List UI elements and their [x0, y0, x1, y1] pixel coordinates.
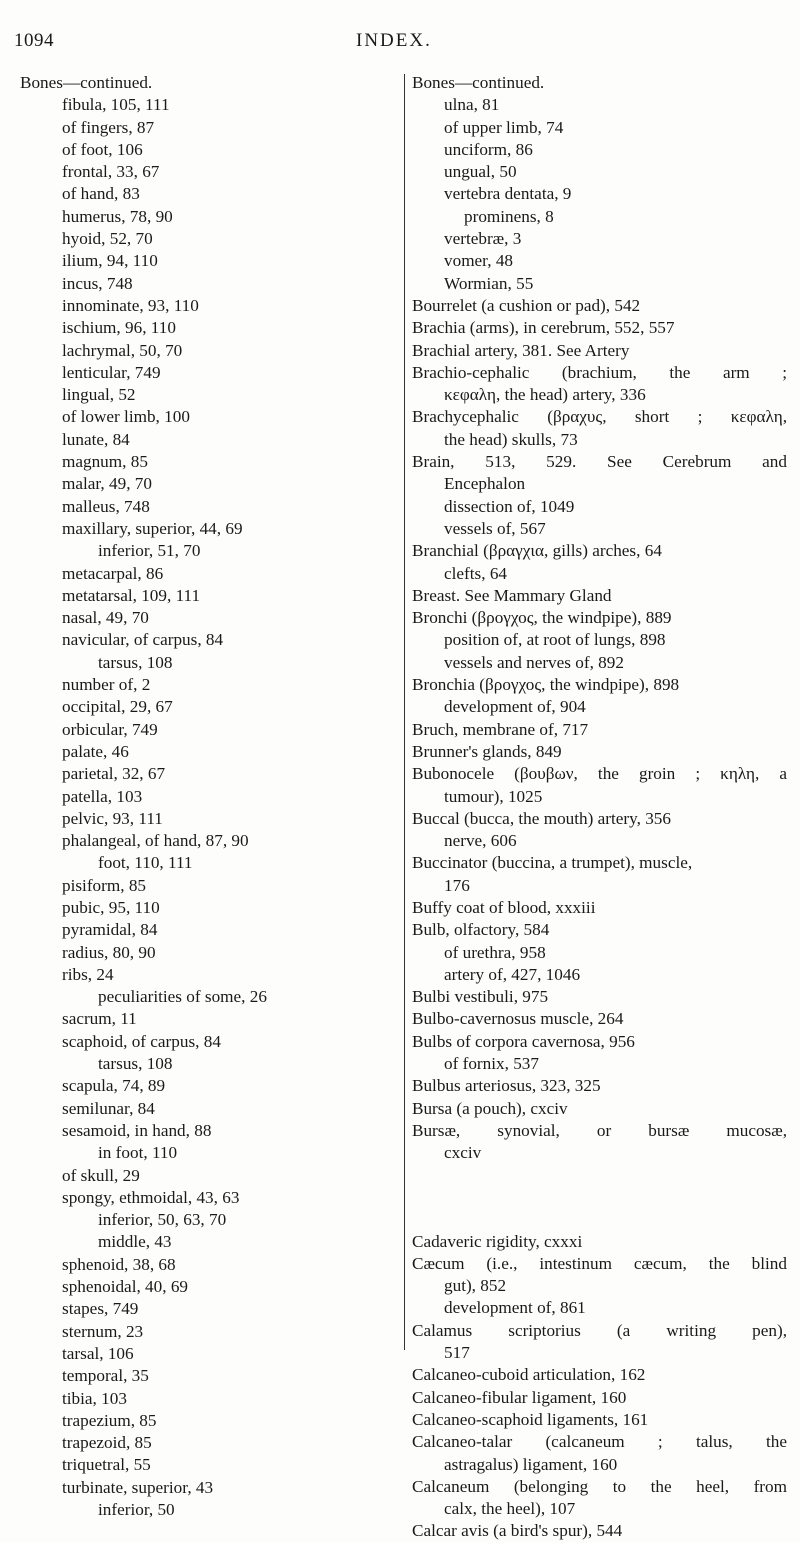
- index-heading-entry: Buffy coat of blood, xxxiii: [412, 897, 596, 917]
- index-subentry: vertebra dentata, 9: [444, 184, 572, 204]
- index-subentry: spongy, ethmoidal, 43, 63: [62, 1187, 240, 1207]
- index-subentry: lingual, 52: [62, 385, 136, 405]
- index-subentry: of urethra, 958: [444, 942, 546, 962]
- index-heading-entry: Buccinator (buccina, a trumpet), muscle,: [412, 853, 693, 873]
- index-heading-entry: Cæcum (i.e., intestinum cæcum, the blind: [412, 1253, 787, 1273]
- index-subentry: hyoid, 52, 70: [62, 229, 153, 249]
- index-heading-entry: Bruch, membrane of, 717: [412, 719, 589, 739]
- index-subentry: tumour), 1025: [444, 786, 543, 806]
- index-heading-entry: Brunner's glands, 849: [412, 741, 562, 761]
- index-subentry: occipital, 29, 67: [62, 697, 173, 717]
- index-subentry: pubic, 95, 110: [62, 897, 160, 917]
- index-subentry: parietal, 32, 67: [62, 764, 166, 784]
- index-subentry: κεφαλη, the head) artery, 336: [444, 385, 646, 405]
- index-subentry: lunate, 84: [62, 429, 130, 449]
- index-heading-entry: Breast. See Mammary Gland: [412, 585, 612, 605]
- index-subentry: ungual, 50: [444, 162, 517, 182]
- index-subentry: vertebræ, 3: [444, 229, 522, 249]
- index-heading-entry: Bronchi (βρογχος, the windpipe), 889: [412, 608, 672, 628]
- index-subentry: ischium, 96, 110: [62, 318, 176, 338]
- index-subentry: of foot, 106: [62, 139, 143, 159]
- index-heading-entry: Bones—continued.: [20, 73, 153, 92]
- left-column: [20, 72, 398, 1521]
- right-column: [412, 72, 787, 1543]
- running-head: INDEX.: [356, 30, 432, 51]
- index-subentry: position of, at root of lungs, 898: [444, 630, 666, 650]
- index-subentry: trapezoid, 85: [62, 1433, 152, 1453]
- index-subentry: Encephalon: [444, 474, 526, 494]
- index-subentry: artery of, 427, 1046: [444, 964, 581, 984]
- index-subentry: orbicular, 749: [62, 719, 158, 739]
- index-heading-entry: Calcaneum (belonging to the heel, from: [412, 1476, 787, 1496]
- index-subentry: nasal, 49, 70: [62, 608, 149, 628]
- index-subentry: turbinate, superior, 43: [62, 1477, 214, 1497]
- index-subentry: ulna, 81: [444, 95, 500, 115]
- index-subentry: gut), 852: [444, 1276, 507, 1296]
- index-heading-entry: Bursa (a pouch), cxciv: [412, 1098, 568, 1118]
- index-heading-entry: Brachia (arms), in cerebrum, 552, 557: [412, 318, 675, 338]
- section-gap: [412, 1165, 787, 1231]
- index-heading-entry: Brachio-cephalic (brachium, the arm ;: [412, 362, 787, 382]
- index-heading-entry: Bulbus arteriosus, 323, 325: [412, 1076, 601, 1096]
- index-subentry: tibia, 103: [62, 1388, 127, 1408]
- column-divider: [404, 74, 405, 1350]
- index-subentry: sacrum, 11: [62, 1009, 137, 1029]
- index-heading-entry: Calcaneo-cuboid articulation, 162: [412, 1365, 646, 1385]
- index-subentry: innominate, 93, 110: [62, 295, 199, 315]
- index-subentry: ilium, 94, 110: [62, 251, 158, 271]
- index-heading-entry: Brachial artery, 381. See Artery: [412, 340, 630, 360]
- index-heading-entry: Calcaneo-talar (calcaneum ; talus, the: [412, 1432, 787, 1452]
- index-subentry: frontal, 33, 67: [62, 162, 160, 182]
- index-subentry: of upper limb, 74: [444, 117, 564, 137]
- index-subentry: sphenoidal, 40, 69: [62, 1277, 189, 1297]
- index-subentry: of fornix, 537: [444, 1054, 539, 1074]
- index-subentry: vessels of, 567: [444, 518, 546, 538]
- page-number: 1094: [14, 30, 54, 51]
- index-subentry: malar, 49, 70: [62, 474, 152, 494]
- index-heading-entry: Buccal (bucca, the mouth) artery, 356: [412, 808, 671, 828]
- index-subentry: clefts, 64: [444, 563, 508, 583]
- index-subentry: dissection of, 1049: [444, 496, 575, 516]
- index-subentry: the head) skulls, 73: [444, 429, 578, 449]
- index-subentry: vomer, 48: [444, 251, 514, 271]
- index-subentry: incus, 748: [62, 273, 133, 293]
- index-subentry: peculiarities of some, 26: [98, 987, 267, 1007]
- index-heading-entry: Bones—continued.: [412, 73, 545, 92]
- index-subentry: magnum, 85: [62, 452, 148, 472]
- index-subentry: trapezium, 85: [62, 1410, 157, 1430]
- index-subentry: tarsal, 106: [62, 1343, 134, 1363]
- index-subentry: sphenoid, 38, 68: [62, 1254, 176, 1274]
- index-subentry: phalangeal, of hand, 87, 90: [62, 831, 249, 851]
- index-heading-entry: Brachycephalic (βραχυς, short ; κεφαλη,: [412, 407, 787, 427]
- index-subentry: pisiform, 85: [62, 875, 147, 895]
- index-subentry: metatarsal, 109, 111: [62, 585, 201, 605]
- index-heading-entry: Calcaneo-fibular ligament, 160: [412, 1387, 627, 1407]
- index-subentry: astragalus) ligament, 160: [444, 1454, 618, 1474]
- index-heading-entry: Branchial (βραγχια, gills) arches, 64: [412, 541, 662, 561]
- index-subentry: pyramidal, 84: [62, 920, 158, 940]
- index-heading-entry: Bulb, olfactory, 584: [412, 920, 550, 940]
- index-subentry: lenticular, 749: [62, 362, 161, 382]
- index-heading-entry: Bourrelet (a cushion or pad), 542: [412, 295, 641, 315]
- index-subentry: inferior, 50: [98, 1500, 175, 1519]
- index-heading-entry: Bulbi vestibuli, 975: [412, 987, 549, 1007]
- index-subentry: ribs, 24: [62, 964, 114, 984]
- index-subentry: palate, 46: [62, 741, 129, 761]
- index-heading-entry: Cadaveric rigidity, cxxxi: [412, 1231, 583, 1251]
- index-subentry: 176: [444, 875, 470, 895]
- index-subentry: calx, the heel), 107: [444, 1499, 576, 1519]
- index-subentry: temporal, 35: [62, 1366, 149, 1386]
- index-heading-entry: Calcaneo-scaphoid ligaments, 161: [412, 1409, 649, 1429]
- index-subentry: of fingers, 87: [62, 117, 155, 137]
- index-subentry: patella, 103: [62, 786, 143, 806]
- index-subentry: nerve, 606: [444, 831, 517, 851]
- index-subentry: vessels and nerves of, 892: [444, 652, 624, 672]
- index-subentry: sesamoid, in hand, 88: [62, 1120, 212, 1140]
- index-subentry: foot, 110, 111: [98, 853, 193, 873]
- index-heading-entry: Bubonocele (βουβων, the groin ; κηλη, a: [412, 764, 787, 784]
- index-subentry: maxillary, superior, 44, 69: [62, 518, 243, 538]
- index-subentry: development of, 861: [444, 1298, 586, 1318]
- index-subentry: stapes, 749: [62, 1299, 139, 1319]
- index-subentry: tarsus, 108: [98, 652, 173, 672]
- index-subentry: metacarpal, 86: [62, 563, 164, 583]
- index-subentry: navicular, of carpus, 84: [62, 630, 224, 650]
- index-subentry: of skull, 29: [62, 1165, 140, 1185]
- index-heading-entry: Calamus scriptorius (a writing pen),: [412, 1320, 787, 1340]
- index-subentry: humerus, 78, 90: [62, 206, 173, 226]
- index-subentry: radius, 80, 90: [62, 942, 156, 962]
- index-subentry: of hand, 83: [62, 184, 140, 204]
- index-subentry: tarsus, 108: [98, 1054, 173, 1074]
- index-subentry: lachrymal, 50, 70: [62, 340, 183, 360]
- index-subentry: Wormian, 55: [444, 273, 534, 293]
- index-subentry: pelvic, 93, 111: [62, 808, 163, 828]
- index-heading-entry: Bulbo-cavernosus muscle, 264: [412, 1009, 624, 1029]
- index-heading-entry: Bronchia (βρογχος, the windpipe), 898: [412, 675, 680, 695]
- index-subentry: cxciv: [444, 1143, 482, 1163]
- index-subentry: scaphoid, of carpus, 84: [62, 1031, 221, 1051]
- index-subentry: in foot, 110: [98, 1143, 178, 1163]
- index-subentry: inferior, 51, 70: [98, 541, 201, 561]
- index-heading-entry: Brain, 513, 529. See Cerebrum and: [412, 452, 787, 472]
- index-subentry: number of, 2: [62, 675, 151, 695]
- index-heading-entry: Bulbs of corpora cavernosa, 956: [412, 1031, 635, 1051]
- index-subentry: fibula, 105, 111: [62, 95, 170, 115]
- index-subentry: inferior, 50, 63, 70: [98, 1210, 227, 1230]
- index-subentry: semilunar, 84: [62, 1098, 155, 1118]
- index-subentry: middle, 43: [98, 1232, 172, 1252]
- index-subentry: malleus, 748: [62, 496, 150, 516]
- index-subentry: development of, 904: [444, 697, 586, 717]
- index-heading-entry: Bursæ, synovial, or bursæ mucosæ,: [412, 1120, 787, 1140]
- index-subentry: of lower limb, 100: [62, 407, 190, 427]
- index-subentry: scapula, 74, 89: [62, 1076, 166, 1096]
- index-subentry: 517: [444, 1343, 470, 1363]
- index-subentry: triquetral, 55: [62, 1455, 151, 1475]
- index-subentry: sternum, 23: [62, 1321, 144, 1341]
- index-subentry: prominens, 8: [464, 206, 554, 226]
- index-heading-entry: Calcar avis (a bird's spur), 544: [412, 1521, 623, 1541]
- index-subentry: unciform, 86: [444, 139, 533, 159]
